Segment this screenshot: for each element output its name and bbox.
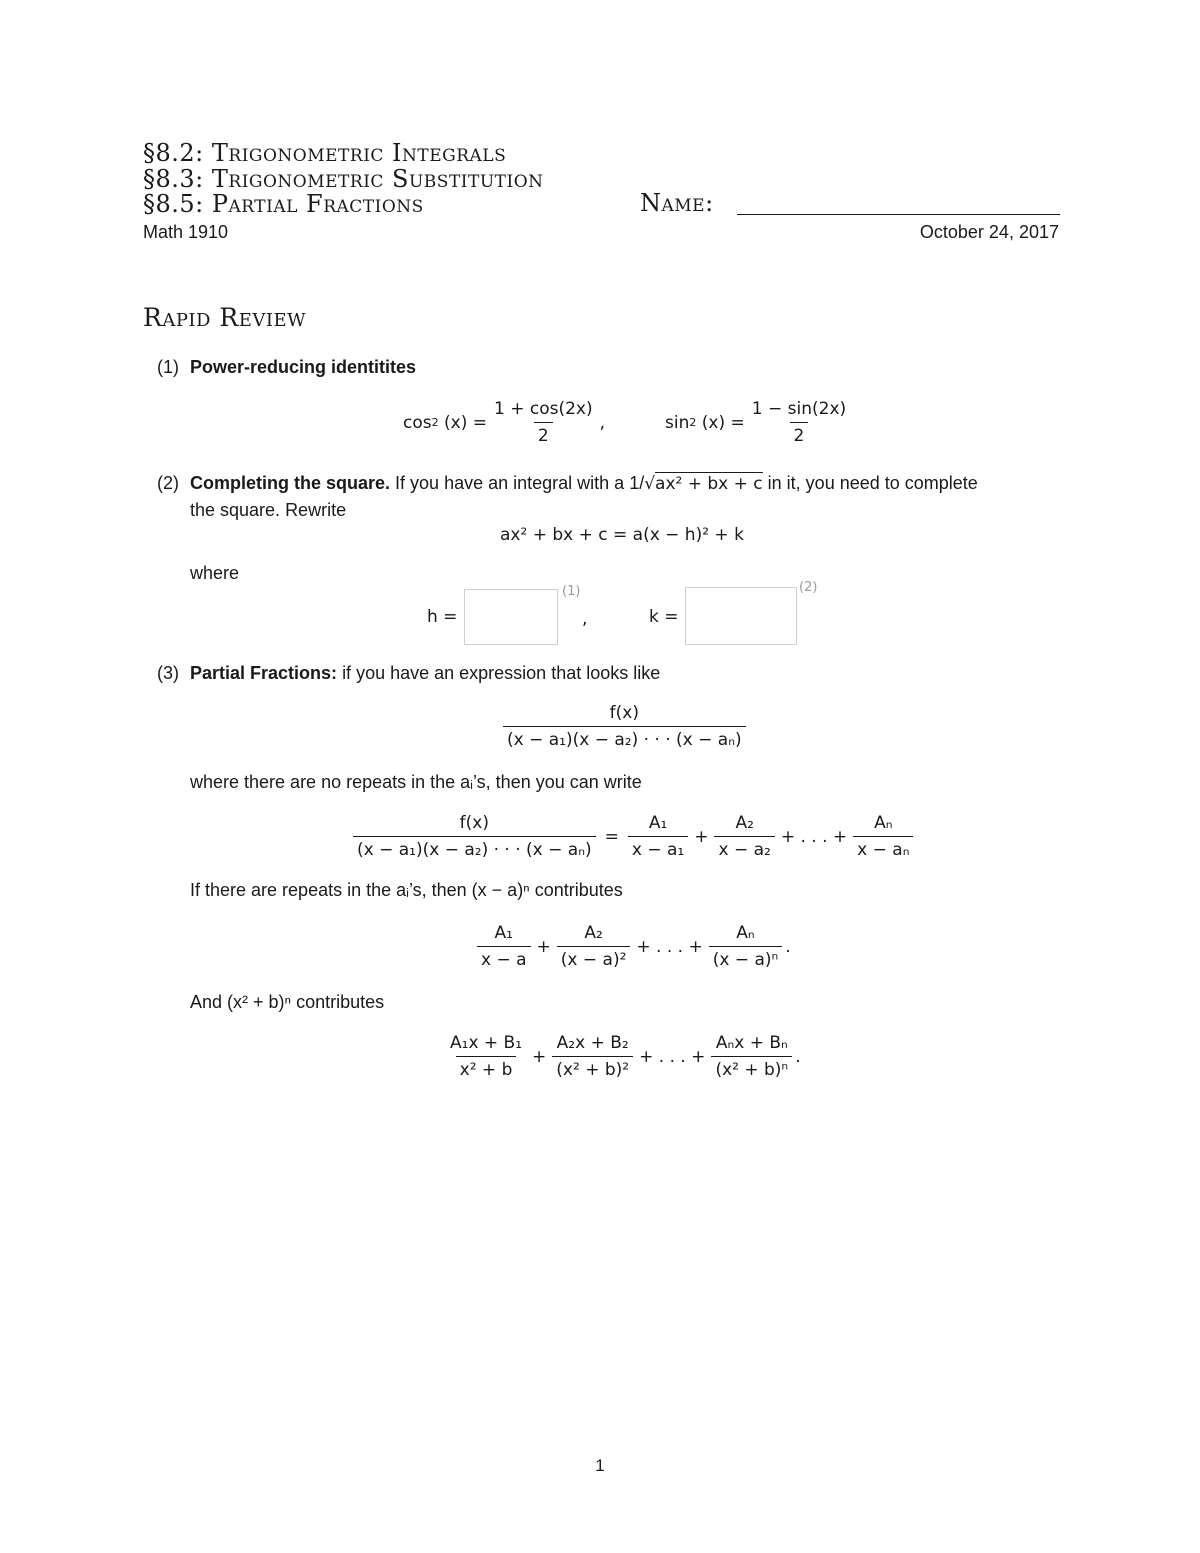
section-title: Rapid Review (143, 303, 307, 332)
power-reducing-equations: cos 2 (x) = $\frac{1 + \cos(2x)}{2}$ , sin 2 (x) = $\frac{1 - \sin(2x)}{2}$ (403, 399, 847, 446)
generic-rational-expression: $\frac{f(x)}{\text{(x − a₁)(x − a₂) · · · (x − aₙ)}}$ (500, 702, 749, 751)
item-2-line-1: Completing the square. If you have an integral with a 1/√ax² + bx + c in it, you need to complete (190, 473, 978, 494)
repeated-linear-factor-terms: $\frac{\text{A₁}}{x - a}$ + $\frac{\text{A₂}}{\text{(x − a)²}}$ + . . . + $\frac{\text{Aₙ}}{\text{(x − a)ⁿ}}$ . (474, 922, 791, 971)
item-3-line-1: Partial Fractions: if you have an expression that looks like (190, 663, 661, 683)
completing-square-equation: ax² + bx + c = a(x − h)² + k (500, 525, 744, 545)
item-3-repeats-text: If there are repeats in the aᵢ’s, then (x − a)ⁿ contributes (190, 880, 623, 900)
box-2-tag: (2) (799, 580, 818, 595)
item-3-no-repeats-text: where there are no repeats in the aᵢ’s, then you can write (190, 772, 642, 792)
item-1-heading: Power-reducing identitites (190, 357, 417, 377)
h-k-separator: , (582, 609, 588, 629)
where-label: where (190, 563, 240, 583)
item-2-line-2: the square. Rewrite (190, 500, 347, 520)
item-1-number: (1) (157, 357, 179, 377)
h-label: h = (427, 607, 458, 627)
date-label: October 24, 2017 (919, 222, 1059, 242)
k-label: k = (649, 607, 679, 627)
k-answer-box[interactable] (685, 587, 797, 645)
title-line-2: §8.3: Trigonometric Substitution (143, 165, 544, 193)
item-3-quadratic-text: And (x² + b)ⁿ contributes (190, 992, 385, 1012)
name-label: Name: (640, 189, 714, 217)
title-line-3: §8.5: Partial Fractions (143, 190, 424, 218)
item-3-number: (3) (157, 663, 179, 683)
repeated-quadratic-factor-terms: $\frac{\text{A₁x + B₁}}{\text{x² + b}}$ + $\frac{\text{A₂x + B₂}}{\text{(x² + b)²}}$ + . . . + $\frac{\text{Aₙx + Bₙ}}{\text{(x² + b)ⁿ}}$ . (450, 1033, 801, 1080)
page-number: 1 (595, 1456, 605, 1475)
name-blank-line[interactable] (737, 214, 1060, 215)
title-line-1: §8.2: Trigonometric Integrals (143, 139, 507, 167)
course-label: Math 1910 (143, 222, 229, 242)
h-answer-box[interactable] (464, 589, 558, 645)
item-2-number: (2) (157, 473, 179, 493)
box-1-tag: (1) (562, 584, 581, 599)
partial-fraction-decomposition: $\frac{f(x)}{\text{(x − a₁)(x − a₂) · · · (x − aₙ)}}$ = $\frac{\text{A₁}}{\text{x − a₁}}$ + $\frac{\text{A₂}}{\text{x − a₂}}$ + . . . + $\frac{\text{Aₙ}}{\text{x − aₙ}}$ (350, 812, 916, 861)
